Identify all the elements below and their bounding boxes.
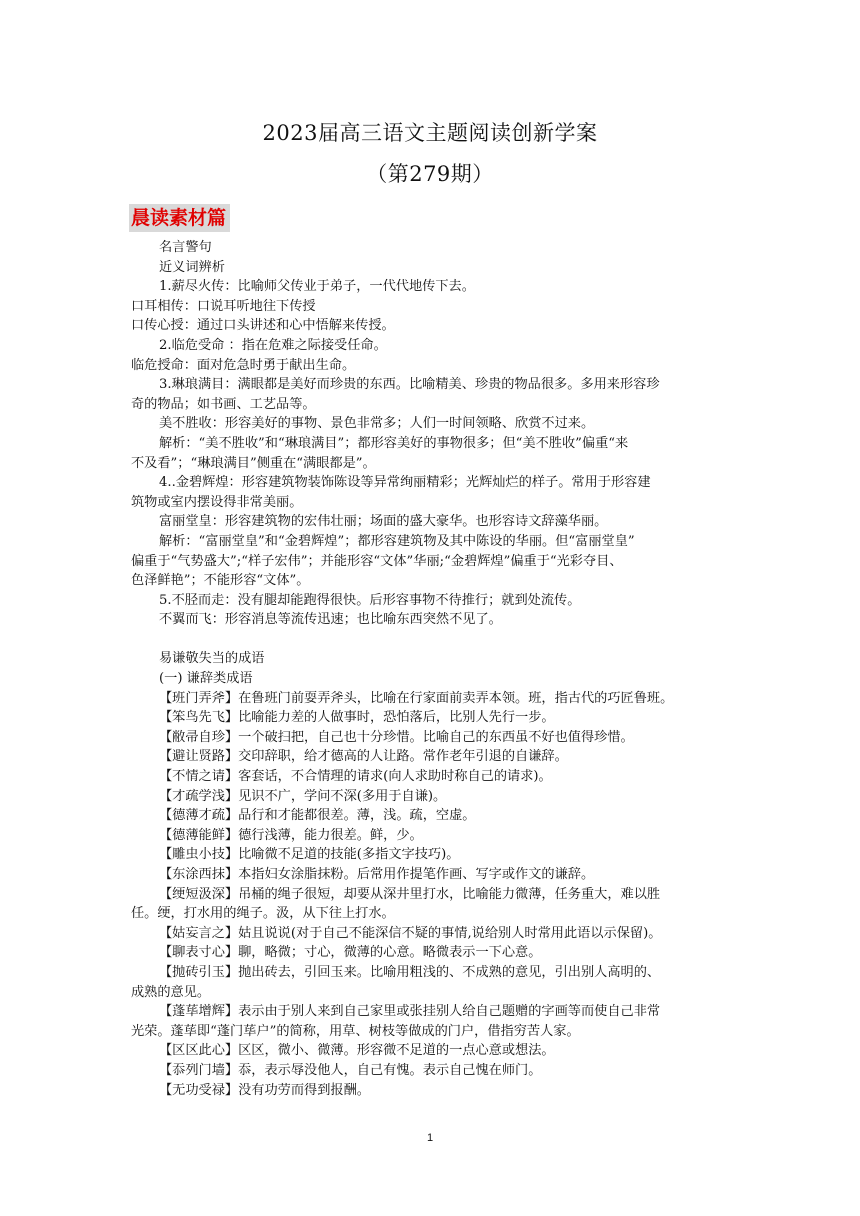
text-line: 【抛砖引玉】抛出砖去，引回玉来。比喻用粗浅的、不成熟的意见，引出别人高明的、 [159,964,661,980]
page-number: 1 [426,1132,434,1144]
text-line: 【德薄才疏】品行和才能都很差。薄，浅。疏，空虚。 [159,808,476,824]
text-line: 解析：“富丽堂皇”和“金碧辉煌”；都形容建筑物及其中陈设的华丽。但“富丽堂皇” [159,533,635,549]
text-line: 富丽堂皇：形容建筑物的宏伟壮丽；场面的盛大豪华。也形容诗文辞藻华丽。 [159,514,608,530]
document-title: 2023届高三语文主题阅读创新学案 [262,121,598,145]
text-line: 【聊表寸心】聊，略微；寸心，微薄的心意。略微表示一下心意。 [159,945,542,961]
text-line: 5.不胫而走：没有腿却能跑得很快。后形容事物不待推行；就到处流传。 [159,592,581,608]
section-heading: 晨读素材篇 [129,204,230,232]
text-line: 【避让贤路】交印辞职，给才德高的人让路。常作老年引退的自谦辞。 [159,749,568,765]
document-body [131,238,731,1100]
text-line: 口传心授：通过口头讲述和心中悟解来传授。 [131,318,395,334]
text-line: (一) 谦辞类成语 [159,671,253,687]
text-line: 【德薄能鲜】德行浅薄，能力很差。鲜，少。 [159,827,423,843]
text-line: 成熟的意见。 [131,984,211,1000]
text-line: 【区区此心】区区，微小、微薄。形容微不足道的一点心意或想法。 [159,1043,555,1059]
text-line: 4..金碧辉煌：形容建筑物装饰陈设等异常绚丽精彩；光辉灿烂的样子。常用于形容建 [159,475,651,491]
issue-number: （第279期） [366,162,494,186]
text-line: 解析：“美不胜收”和“琳琅满目”；都形容美好的事物很多；但“美不胜收”偏重“来 [159,435,629,451]
text-line: 【班门弄斧】在鲁班门前耍弄斧头，比喻在行家面前卖弄本领。班，指古代的巧匠鲁班。 [159,690,674,706]
text-line: 临危授命：面对危急时勇于献出生命。 [131,357,356,373]
text-line: 筑物或室内摆设得非常美丽。 [131,494,303,510]
text-line: 易谦敬失当的成语 [159,651,265,667]
text-line: 【蓬荜增辉】表示由于别人来到自己家里或张挂别人给自己题赠的字画等而使自己非常 [159,1004,661,1020]
text-line: 【忝列门墙】忝，表示辱没他人，自己有愧。表示自己愧在师门。 [159,1062,542,1078]
text-line: 3.琳琅满目：满眼都是美好而珍贵的东西。比喻精美、珍贵的物品很多。多用来形容珍 [159,377,660,393]
text-line: 口耳相传：口说耳听地往下传授 [131,298,316,314]
text-line: 名言警句 [159,240,212,255]
text-line: 2.临危受命 ：指在危难之际接受任命。 [159,337,387,353]
text-line [131,630,731,650]
text-line: 【姑妄言之】姑且说说(对于自己不能深信不疑的事情,说给别人时常用此语以示保留)。 [159,925,662,941]
text-line: 【东涂西抹】本指妇女涂脂抹粉。后常用作提笔作画、写字或作文的谦辞。 [159,867,595,882]
text-line: 【绠短汲深】吊桶的绳子很短，却要从深井里打水，比喻能力微薄，任务重大，难以胜 [159,886,661,902]
text-line: 不及看”；“琳琅满目”侧重在“满眼都是”。 [131,455,376,471]
text-line: 光荣。蓬荜即“蓬门荜户”的简称，用草、树枝等做成的门户，借指穷苦人家。 [131,1023,580,1039]
text-line: 偏重于“气势盛大”;“样子宏伟”；并能形容“文体”华丽;“金碧辉煌”偏重于“光彩夺目、 [131,553,623,569]
text-line: 近义词辨析 [159,259,225,275]
text-line: 【雕虫小技】比喻微不足道的技能(多指文字技巧)。 [159,847,460,863]
text-line: 任。绠，打水用的绳子。汲，从下往上打水。 [131,906,395,922]
text-line: 1.薪尽火传：比喻师父传业于弟子，一代代地传下去。 [159,279,475,295]
text-line: 【无功受禄】没有功劳而得到报酬。 [159,1082,370,1098]
text-line: 色泽鲜艳”；不能形容“文体”。 [131,573,310,589]
text-line: 不翼而飞：形容消息等流传迅速；也比喻东西突然不见了。 [159,612,502,628]
text-line: 【不情之请】客套话，不合情理的请求(向人求助时称自己的请求)。 [159,769,552,785]
text-line: 【才疏学浅】见识不广，学问不深(多用于自谦)。 [159,788,447,804]
text-line: 【笨鸟先飞】比喻能力差的人做事时，恐怕落后，比别人先行一步。 [159,710,555,726]
text-line: 奇的物品；如书画、工艺品等。 [131,396,316,412]
text-line: 美不胜收：形容美好的事物、景色非常多；人们一时间领略、欣赏不过来。 [159,416,595,432]
text-line: 【敝帚自珍】一个破扫把，自己也十分珍惜。比喻自己的东西虽不好也值得珍惜。 [159,729,634,745]
